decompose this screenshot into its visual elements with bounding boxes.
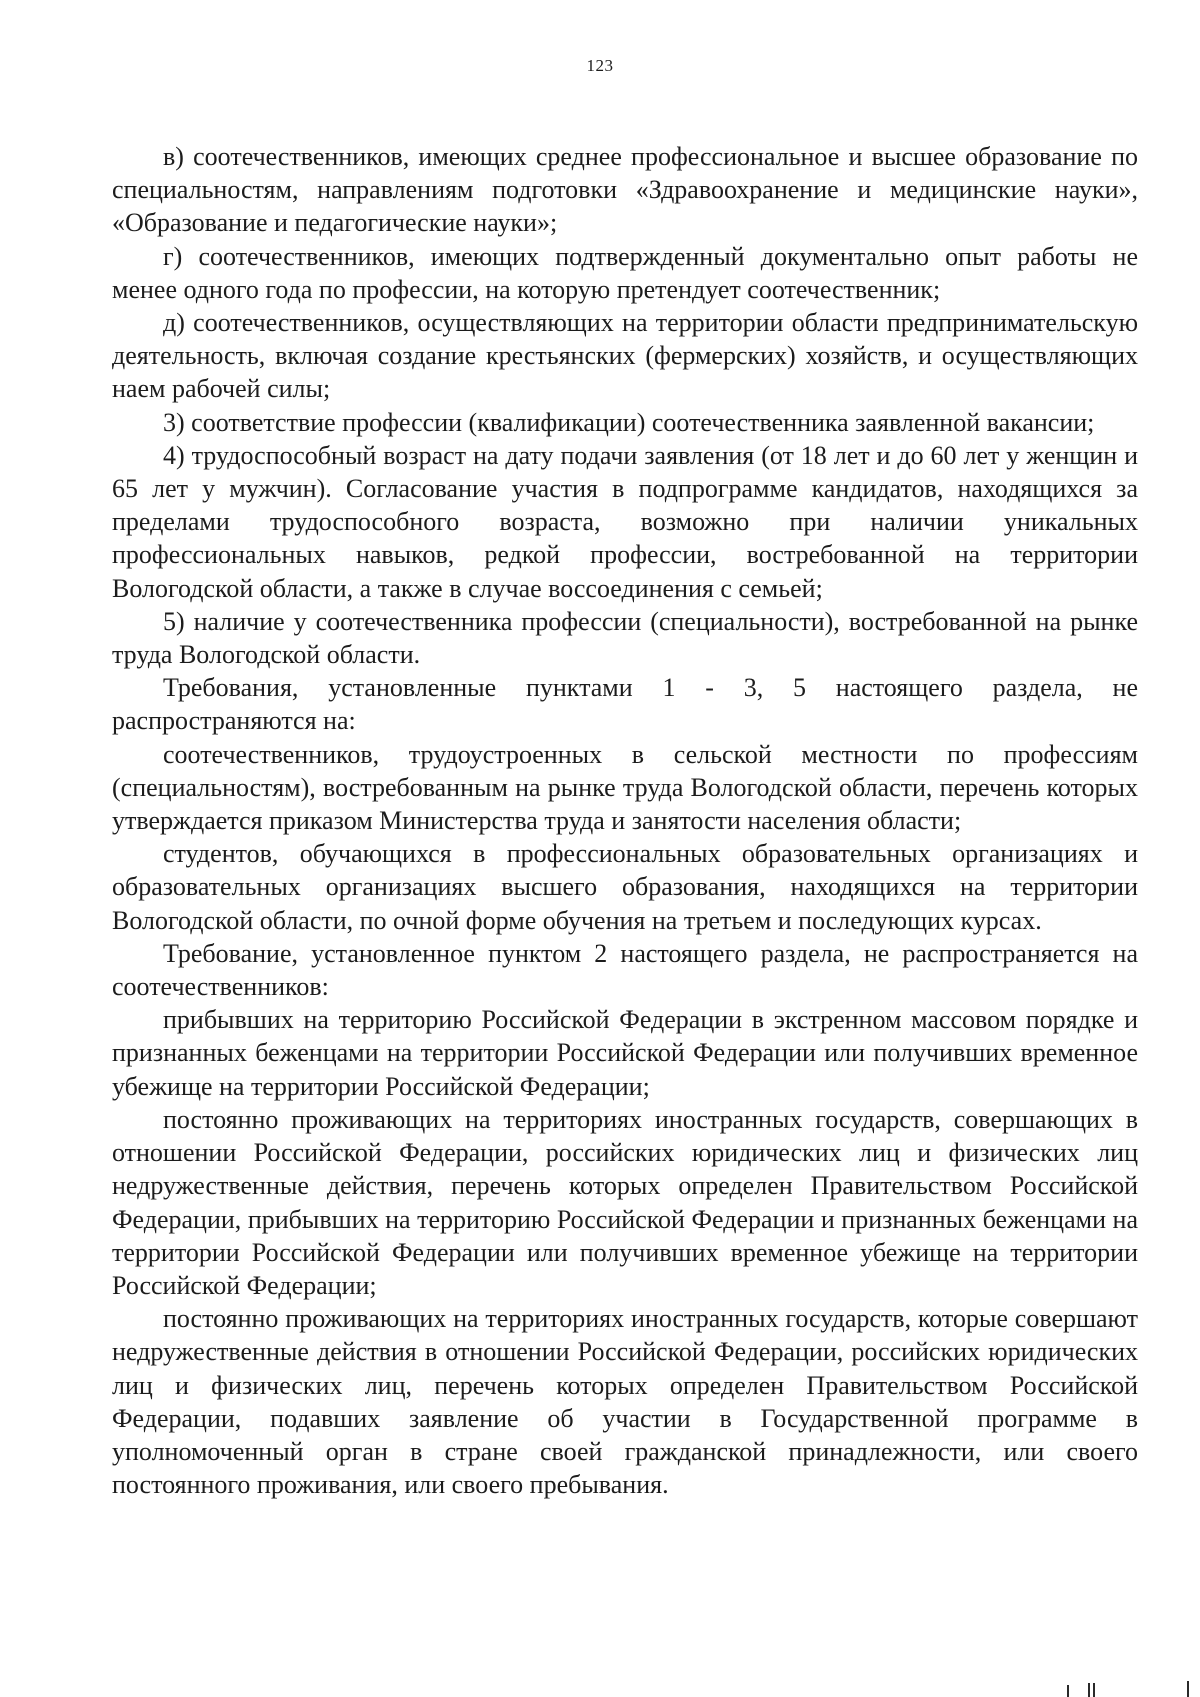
scan-artifact-mark <box>1067 1685 1069 1697</box>
paragraph-point-3: 3) соответствие профессии (квалификации) соотечественника заявленной вакансии; <box>163 407 1095 437</box>
paragraph-rural-workers: соотечественников, трудоустроенных в сельской местности по профессиям (специальностям), востребованным на рынке труда Вологодской области, перечень которых утверждается приказом Министерства труда и занятости населения области; <box>112 739 1138 836</box>
paragraph-unfriendly-states-applicants: постоянно проживающих на территориях иностранных государств, которые совершают недружественные действия в отношении Российской Федерации, российских юридических лиц и физических лиц, перечень которых определен Правительством Российской Федерации, подавших заявление об участии в Государственной программе в уполномоченный орган в стране своей гражданской принадлежности, или своего постоянного проживания, или своего пребывания. <box>112 1304 1138 1500</box>
paragraph-emergency-arrivals: прибывших на территорию Российской Федерации в экстренном массовом порядке и признанных беженцами на территории Российской Федерации или получивших временное убежище на территории Российской Федерации; <box>112 1005 1138 1101</box>
scan-artifact-mark <box>1093 1683 1095 1697</box>
paragraph-requirements-intro: Требования, установленные пунктами 1 - 3, 5 настоящего раздела, не распространяются на: <box>112 673 1138 736</box>
paragraph-item-g: г) соотечественников, имеющих подтвержденный документально опыт работы не менее одного года по профессии, на которую претендует соотечественник; <box>112 241 1138 304</box>
paragraph-item-v: в) соотечественников, имеющих среднее профессиональное и высшее образование по специальностям, направлениям подготовки «Здравоохранение и медицинские науки», «Образование и педагогические науки»; <box>112 142 1138 238</box>
paragraph-item-d: д) соотечественников, осуществляющих на территории области предпринимательскую деятельность, включая создание крестьянских (фермерских) хозяйств, и осуществляющих наем рабочей силы; <box>112 308 1138 404</box>
paragraph-students: студентов, обучающихся в профессиональных образовательных организациях и образовательных организациях высшего образования, находящихся на территории Вологодской области, по очной форме обучения на третьем и последующих курсах. <box>112 839 1138 935</box>
paragraph-point-4: 4) трудоспособный возраст на дату подачи заявления (от 18 лет и до 60 лет у женщин и 65 лет у мужчин). Согласование участия в подпрограмме кандидатов, находящихся за пределами трудоспособного возраста, возможно при наличии уникальных профессиональных навыков, редкой профессии, востребованной на территории Вологодской области, а также в случае воссоединения с семьей; <box>112 440 1138 603</box>
paragraph-unfriendly-states-refugees: постоянно проживающих на территориях иностранных государств, совершающих в отношении Российской Федерации, российских юридических лиц и физических лиц недружественные действия, перечень которых определен Правительством Российской Федерации, прибывших на территорию Российской Федерации и признанных беженцами на территории Российской Федерации или получивших временное убежище на территории Российской Федерации; <box>112 1104 1138 1300</box>
document-body <box>112 140 1138 1501</box>
scan-artifact-mark <box>1187 1681 1189 1697</box>
scan-artifact-mark <box>1088 1683 1090 1697</box>
paragraph-requirement-2-intro: Требование, установленное пунктом 2 настоящего раздела, не распространяется на соотечественников: <box>112 938 1138 1002</box>
paragraph-point-5: 5) наличие у соотечественника профессии (специальности), востребованной на рынке труда Вологодской области. <box>112 606 1138 670</box>
page-number: 123 <box>586 56 614 75</box>
